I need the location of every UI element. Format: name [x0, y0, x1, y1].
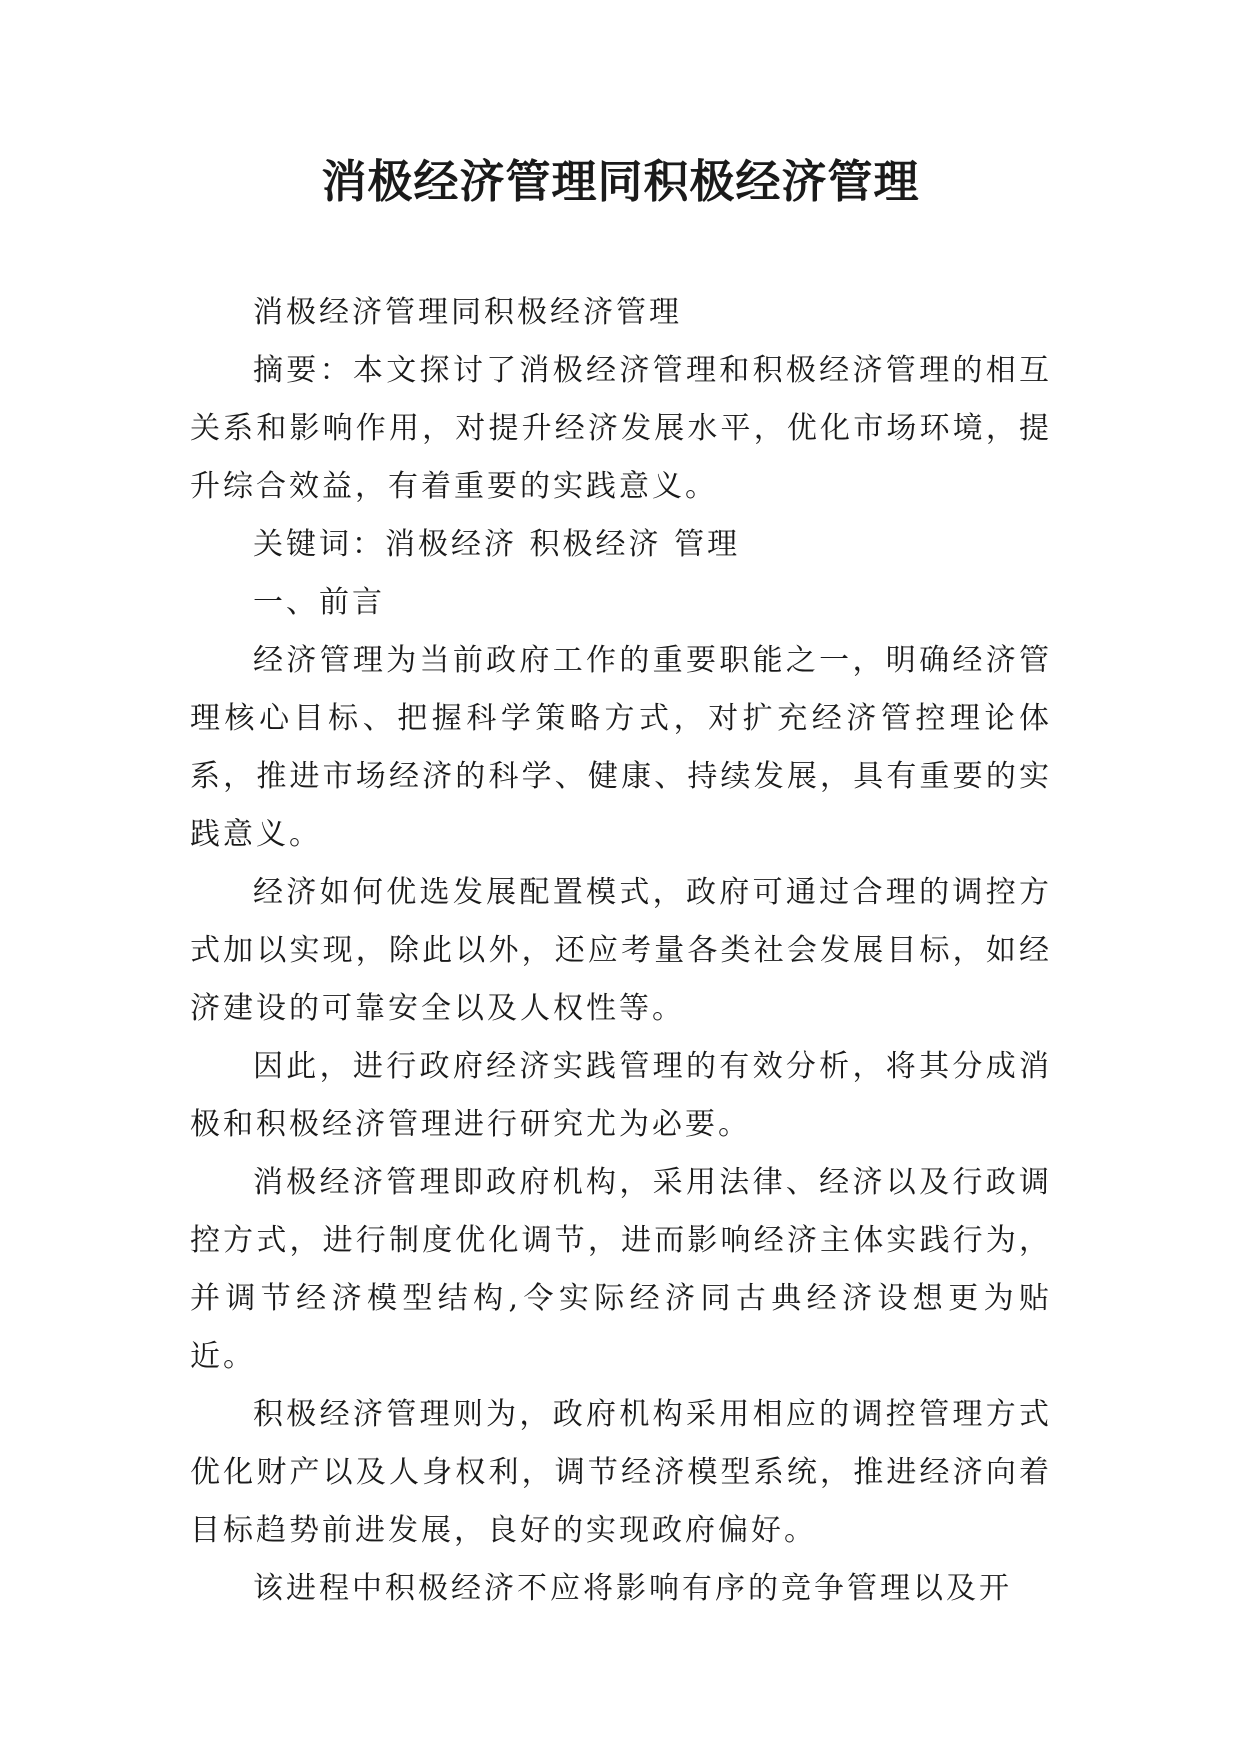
body-paragraph: 该进程中积极经济不应将影响有序的竞争管理以及开 — [253, 1571, 1012, 1606]
body-paragraph: 经济如何优选发展配置模式，政府可通过合理的调控方式加以实现，除此以外，还应考量各类社会发展目标，如经济建设的可靠安全以及人权性等。 — [190, 875, 1052, 1026]
keywords-paragraph: 关键词：消极经济 积极经济 管理 — [253, 527, 741, 562]
subtitle-paragraph: 消极经济管理同积极经济管理 — [253, 295, 682, 330]
body-paragraph: 经济管理为当前政府工作的重要职能之一，明确经济管理核心目标、把握科学策略方式，对扩充经济管控理论体系，推进市场经济的科学、健康、持续发展，具有重要的实践意义。 — [190, 643, 1052, 852]
document-body — [190, 284, 1052, 1618]
abstract-paragraph: 摘要：本文探讨了消极经济管理和积极经济管理的相互关系和影响作用，对提升经济发展水平，优化市场环境，提升综合效益，有着重要的实践意义。 — [190, 353, 1052, 504]
body-paragraph: 消极经济管理即政府机构，采用法律、经济以及行政调控方式，进行制度优化调节，进而影响经济主体实践行为，并调节经济模型结构,令实际经济同古典经济设想更为贴近。 — [190, 1165, 1052, 1374]
section-heading-preface: 一、前言 — [253, 585, 385, 620]
body-paragraph: 因此，进行政府经济实践管理的有效分析，将其分成消极和积极经济管理进行研究尤为必要。 — [190, 1049, 1052, 1142]
document-title: 消极经济管理同积极经济管理 — [321, 155, 920, 208]
body-paragraph: 积极经济管理则为，政府机构采用相应的调控管理方式优化财产以及人身权利，调节经济模型系统，推进经济向着目标趋势前进发展，良好的实现政府偏好。 — [190, 1397, 1052, 1548]
